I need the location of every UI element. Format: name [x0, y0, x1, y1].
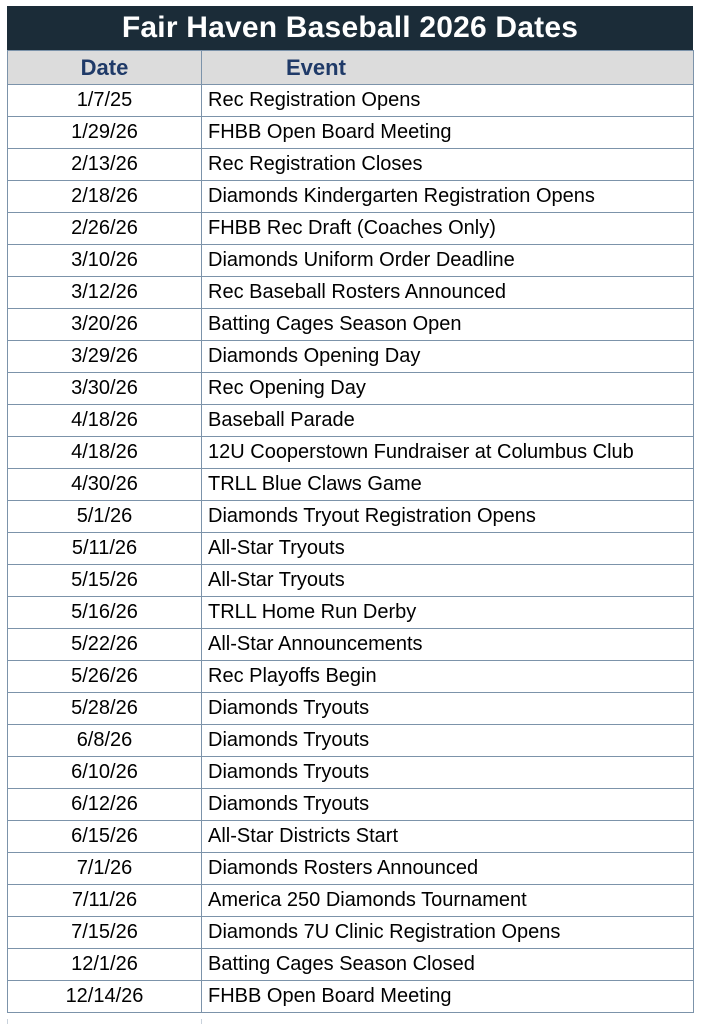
- schedule-sheet: [7, 6, 693, 1013]
- event-cell: All-Star Announcements: [202, 629, 694, 661]
- date-cell: 3/12/26: [8, 277, 202, 309]
- date-cell: 3/30/26: [8, 373, 202, 405]
- table-row: [8, 885, 694, 917]
- event-cell: Diamonds Tryout Registration Opens: [202, 501, 694, 533]
- table-row: [8, 821, 694, 853]
- table-row: [8, 949, 694, 981]
- date-cell: 5/22/26: [8, 629, 202, 661]
- table-row: [8, 117, 694, 149]
- table-row: [8, 405, 694, 437]
- date-cell: 6/8/26: [8, 725, 202, 757]
- event-cell: Diamonds Tryouts: [202, 789, 694, 821]
- event-cell: Rec Baseball Rosters Announced: [202, 277, 694, 309]
- table-row: [8, 245, 694, 277]
- event-cell: Batting Cages Season Closed: [202, 949, 694, 981]
- table-row: [8, 181, 694, 213]
- event-cell: Rec Playoffs Begin: [202, 661, 694, 693]
- table-row: [8, 565, 694, 597]
- header-row: [8, 51, 694, 85]
- date-cell: 3/20/26: [8, 309, 202, 341]
- event-cell: Diamonds Uniform Order Deadline: [202, 245, 694, 277]
- event-cell: All-Star Tryouts: [202, 533, 694, 565]
- date-cell: 1/7/25: [8, 85, 202, 117]
- event-cell: Diamonds Rosters Announced: [202, 853, 694, 885]
- date-cell: 2/18/26: [8, 181, 202, 213]
- column-header-date: Date: [8, 51, 202, 85]
- event-cell: All-Star Districts Start: [202, 821, 694, 853]
- date-cell: 2/13/26: [8, 149, 202, 181]
- date-cell: 5/1/26: [8, 501, 202, 533]
- date-cell: 4/30/26: [8, 469, 202, 501]
- date-cell: 12/1/26: [8, 949, 202, 981]
- date-cell: 5/16/26: [8, 597, 202, 629]
- date-cell: 5/26/26: [8, 661, 202, 693]
- event-cell: Diamonds 7U Clinic Registration Opens: [202, 917, 694, 949]
- event-cell: TRLL Blue Claws Game: [202, 469, 694, 501]
- event-cell: Rec Registration Opens: [202, 85, 694, 117]
- event-cell: Diamonds Opening Day: [202, 341, 694, 373]
- date-cell: 4/18/26: [8, 437, 202, 469]
- table-row: [8, 501, 694, 533]
- table-row: [8, 597, 694, 629]
- event-cell: FHBB Open Board Meeting: [202, 981, 694, 1013]
- date-cell: 7/11/26: [8, 885, 202, 917]
- table-row: [8, 373, 694, 405]
- table-row: [8, 661, 694, 693]
- table-row: [8, 693, 694, 725]
- event-cell: Diamonds Kindergarten Registration Opens: [202, 181, 694, 213]
- event-cell: America 250 Diamonds Tournament: [202, 885, 694, 917]
- date-cell: 6/10/26: [8, 757, 202, 789]
- date-cell: 7/1/26: [8, 853, 202, 885]
- sheet-title: Fair Haven Baseball 2026 Dates: [7, 6, 693, 50]
- date-cell: 7/15/26: [8, 917, 202, 949]
- date-cell: 5/11/26: [8, 533, 202, 565]
- table-row: [8, 853, 694, 885]
- table-row: [8, 277, 694, 309]
- event-cell: TRLL Home Run Derby: [202, 597, 694, 629]
- date-cell: 5/15/26: [8, 565, 202, 597]
- event-cell: 12U Cooperstown Fundraiser at Columbus Club: [202, 437, 694, 469]
- table-row: [8, 629, 694, 661]
- column-header-event: Event: [202, 51, 694, 85]
- table-row: [8, 437, 694, 469]
- empty-row-divider: [201, 1019, 202, 1024]
- event-cell: Diamonds Tryouts: [202, 693, 694, 725]
- event-cell: Diamonds Tryouts: [202, 725, 694, 757]
- schedule-table: [7, 50, 694, 1013]
- table-row: [8, 917, 694, 949]
- date-cell: 6/12/26: [8, 789, 202, 821]
- table-row: [8, 85, 694, 117]
- table-row: [8, 149, 694, 181]
- table-row: [8, 213, 694, 245]
- table-row: [8, 533, 694, 565]
- table-row: [8, 981, 694, 1013]
- empty-row-edge: [7, 1019, 694, 1024]
- date-cell: 4/18/26: [8, 405, 202, 437]
- event-cell: All-Star Tryouts: [202, 565, 694, 597]
- table-row: [8, 341, 694, 373]
- date-cell: 6/15/26: [8, 821, 202, 853]
- event-cell: FHBB Open Board Meeting: [202, 117, 694, 149]
- schedule-rows: [8, 85, 694, 1013]
- table-row: [8, 757, 694, 789]
- event-cell: Rec Opening Day: [202, 373, 694, 405]
- event-cell: FHBB Rec Draft (Coaches Only): [202, 213, 694, 245]
- date-cell: 2/26/26: [8, 213, 202, 245]
- table-row: [8, 309, 694, 341]
- table-row: [8, 789, 694, 821]
- date-cell: 1/29/26: [8, 117, 202, 149]
- event-cell: Rec Registration Closes: [202, 149, 694, 181]
- event-cell: Diamonds Tryouts: [202, 757, 694, 789]
- event-cell: Baseball Parade: [202, 405, 694, 437]
- date-cell: 3/10/26: [8, 245, 202, 277]
- table-row: [8, 469, 694, 501]
- table-row: [8, 725, 694, 757]
- date-cell: 3/29/26: [8, 341, 202, 373]
- date-cell: 5/28/26: [8, 693, 202, 725]
- event-cell: Batting Cages Season Open: [202, 309, 694, 341]
- date-cell: 12/14/26: [8, 981, 202, 1013]
